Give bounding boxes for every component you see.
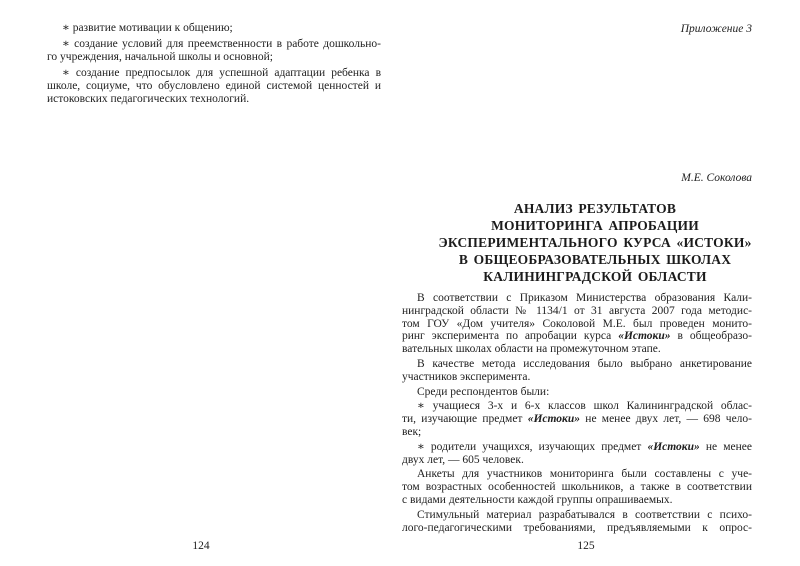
text-run: Среди респондентов были: xyxy=(417,385,550,398)
text-run: в общеобразо- xyxy=(670,330,752,343)
text-run: век; xyxy=(402,425,422,438)
emphasized-course-name: «Истоки» xyxy=(527,413,581,426)
body-line xyxy=(402,330,752,343)
emphasized-course-name: «Истоки» xyxy=(647,440,700,453)
left-page-text xyxy=(47,22,381,106)
body-paragraph xyxy=(402,468,752,506)
body-line xyxy=(402,522,752,535)
article-title xyxy=(402,200,752,285)
text-run: В соответствии с Приказом Министерства образования Кали- xyxy=(417,292,752,304)
text-run: нинградской области № 1134/1 от 31 августа 2007 года методис- xyxy=(402,304,752,317)
text-run: лого-педагогическими требованиями, предъявляемыми к опрос- xyxy=(402,521,752,534)
right-page-text xyxy=(402,292,752,534)
body-line xyxy=(402,343,752,356)
page-number-right: 125 xyxy=(577,540,595,552)
body-line: ∗ создание условий для преемственности в работе дошкольно- xyxy=(62,38,381,50)
text-run: Стимульный материал разрабатывался в соответствии с психо- xyxy=(417,508,752,521)
body-line xyxy=(402,494,752,507)
bullet-paragraph xyxy=(402,441,752,467)
appendix-label: Приложение 3 xyxy=(680,23,752,35)
title-line: ЭКСПЕРИМЕНТАЛЬНОГО КУРСА «ИСТОКИ» xyxy=(438,235,752,250)
text-run: том ГОУ «Дом учителя» Соколовой М.Е. был проведен монито- xyxy=(402,317,752,330)
bullet-paragraph xyxy=(47,38,381,64)
body-paragraph xyxy=(402,358,752,384)
text-run: с видами деятельности каждой группы опрашиваемых. xyxy=(402,493,673,506)
body-line xyxy=(402,371,752,384)
body-line: ∗ создание предпосылок для успешной адаптации ребенка в xyxy=(62,67,381,79)
text-run: ∗ родители учащихся, изучающих предмет xyxy=(417,440,648,453)
text-run: ∗ учащиеся 3-х и 6-х классов школ Калининградской облас- xyxy=(417,400,752,413)
author-line: М.Е. Соколова xyxy=(681,172,752,184)
body-line: истоковских педагогических технологий. xyxy=(47,93,250,105)
text-run: ти, изучающие предмет xyxy=(402,413,528,426)
text-run: участников эксперимента. xyxy=(402,370,531,383)
bullet-paragraph xyxy=(402,400,752,438)
body-line xyxy=(402,318,752,331)
body-line: школе, социуме, что обусловлено единой системой ценностей и xyxy=(47,80,381,92)
body-line xyxy=(402,400,752,413)
text-run: В качестве метода исследования было выбрано анкетирование xyxy=(417,357,752,370)
body-line xyxy=(402,509,752,522)
page-number-left: 124 xyxy=(192,540,210,552)
body-line xyxy=(402,481,752,494)
body-line xyxy=(402,292,752,305)
body-line xyxy=(402,386,752,399)
title-line: В ОБЩЕОБРАЗОВАТЕЛЬНЫХ ШКОЛАХ xyxy=(458,252,732,267)
body-paragraph xyxy=(402,292,752,356)
body-paragraph xyxy=(402,386,752,399)
body-line xyxy=(402,441,752,454)
body-line: ∗ развитие мотивации к общению; xyxy=(62,22,233,34)
body-line xyxy=(402,413,752,426)
text-run: Анкеты для участников мониторинга были составлены с уче- xyxy=(417,468,752,481)
bullet-paragraph xyxy=(47,22,381,35)
body-line xyxy=(402,358,752,371)
text-run: ринг эксперимента по апробации курса xyxy=(402,330,619,343)
body-line: го учреждения, начальной школы и основной; xyxy=(47,51,273,63)
text-run: том возрастных особенностей школьников, а также в соответствии xyxy=(402,481,752,494)
emphasized-course-name: «Истоки» xyxy=(618,330,671,343)
text-run: двух лет, — 605 человек. xyxy=(402,453,524,466)
text-run: вательных школах области на промежуточном этапе. xyxy=(402,343,661,356)
body-paragraph xyxy=(402,509,752,535)
text-run: не менее двух лет, — 698 чело- xyxy=(580,413,753,426)
body-line xyxy=(402,454,752,467)
title-line: АНАЛИЗ РЕЗУЛЬТАТОВ xyxy=(513,201,677,216)
body-line xyxy=(402,426,752,439)
bullet-paragraph xyxy=(47,67,381,106)
text-run: не менее xyxy=(699,440,752,453)
body-line xyxy=(402,305,752,318)
title-line: МОНИТОРИНГА АПРОБАЦИИ xyxy=(491,218,699,233)
body-line xyxy=(402,468,752,481)
title-line: КАЛИНИНГРАДСКОЙ ОБЛАСТИ xyxy=(483,269,707,284)
